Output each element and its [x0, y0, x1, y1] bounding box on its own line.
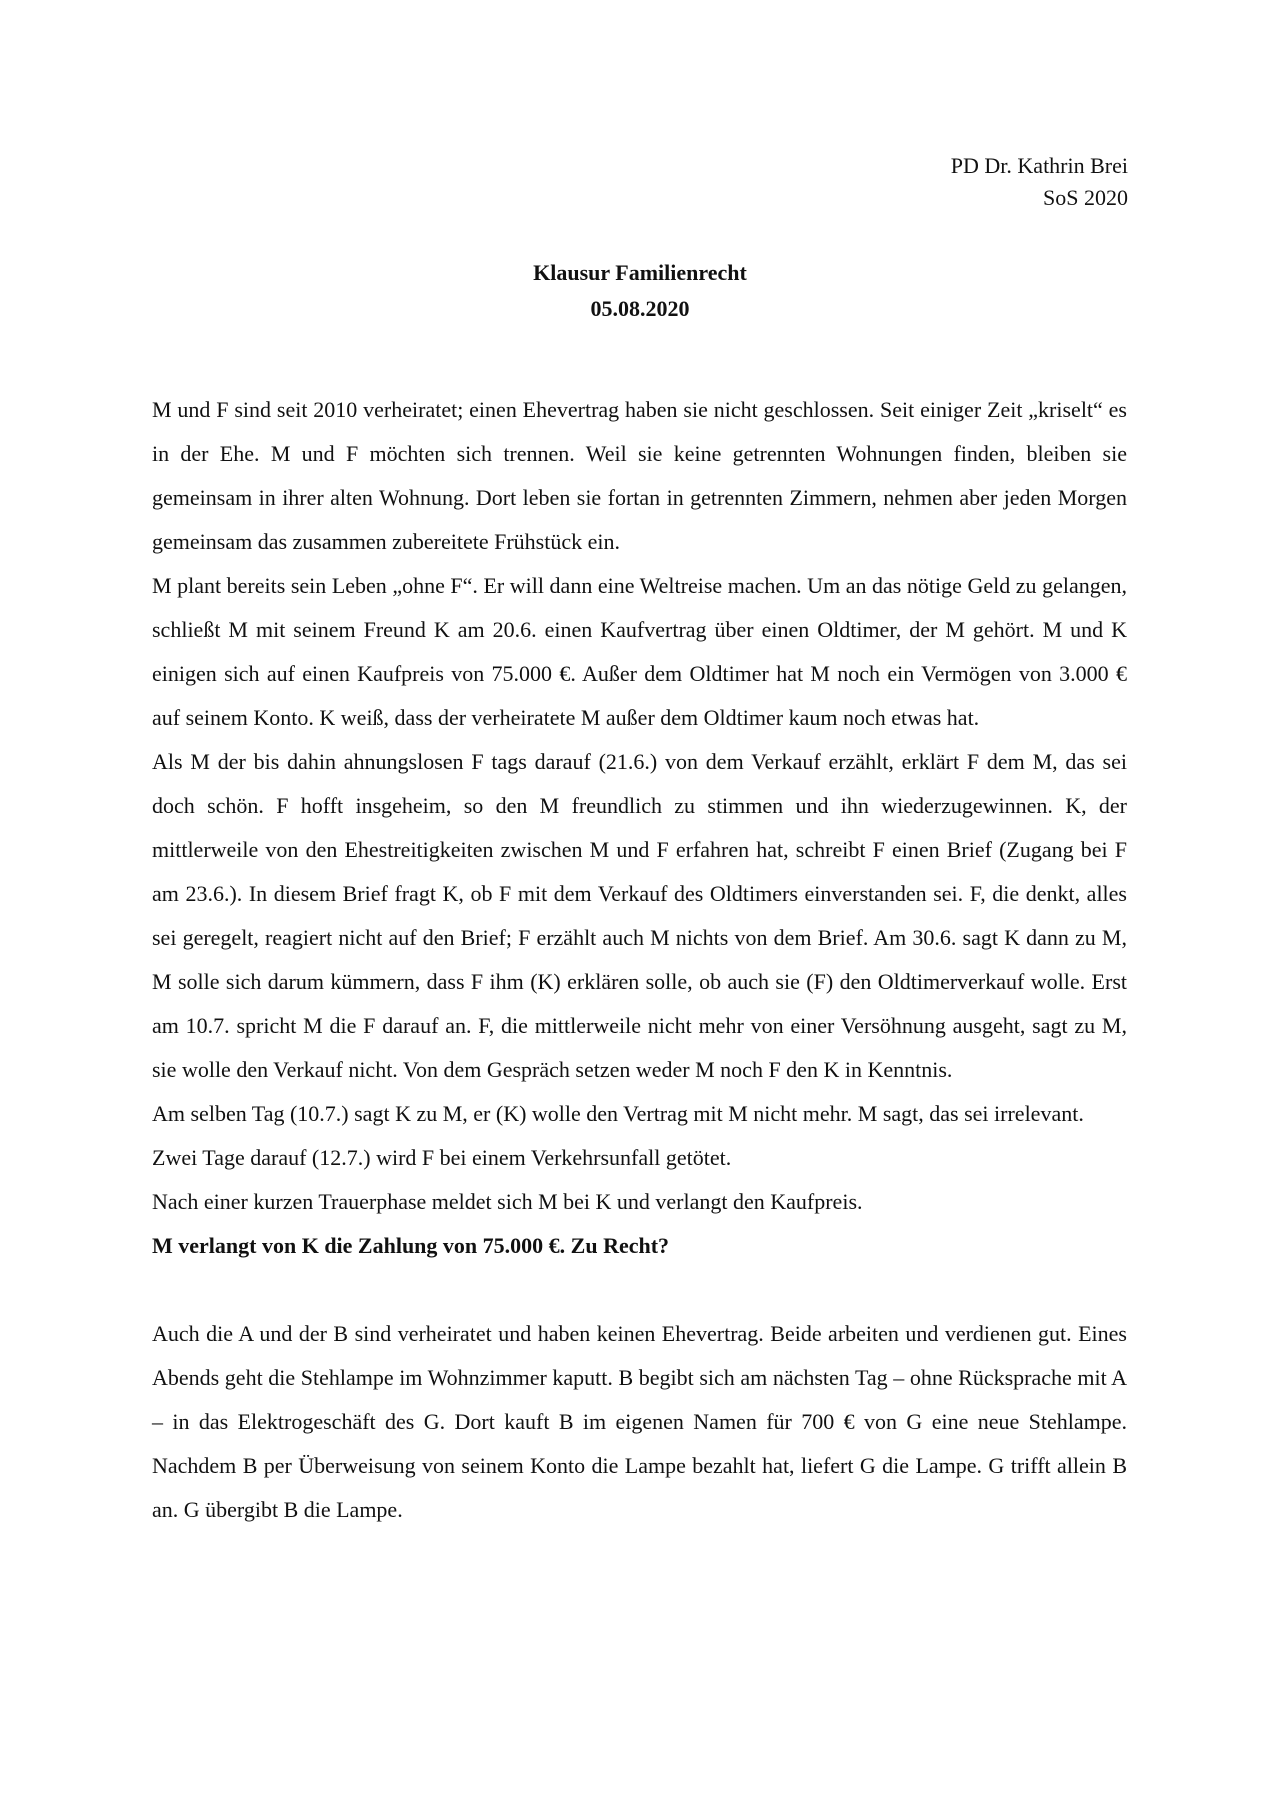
case1-paragraph: Zwei Tage darauf (12.7.) wird F bei einem Verkehrsunfall getötet.: [152, 1145, 732, 1170]
case1-paragraph: Am selben Tag (10.7.) sagt K zu M, er (K) wolle den Vertrag mit M nicht mehr. M sagt, das sei irrelevant.: [152, 1101, 1084, 1126]
document-header: [951, 150, 1128, 214]
case1-paragraph: Als M der bis dahin ahnungslosen F tags darauf (21.6.) von dem Verkauf erzählt, erklärt F dem M, das sei doch schön. F hofft insgeheim, so den M freundlich zu stimmen und ihn wiederzugewinnen. K, der mittlerweile von den Ehestreitigkeiten zwischen M und F erfahren hat, schreibt F einen Brief (Zugang bei F am 23.6.). In diesem Brief fragt K, ob F mit dem Verkauf des Oldtimers einverstanden sei. F, die denkt, alles sei geregelt, reagiert nicht auf den Brief; F erzählt auch M nichts von dem Brief. Am 30.6. sagt K dann zu M, M solle sich darum kümmern, dass F ihm (K) erklären solle, ob auch sie (F) den Oldtimerverkauf wolle. Erst am 10.7. spricht M die F darauf an. F, die mittlerweile nicht mehr von einer Versöhnung ausgeht, sagt zu M, sie wolle den Verkauf nicht. Von dem Gespräch setzen weder M noch F den K in Kenntnis.: [152, 749, 1127, 1082]
case1-paragraph: M und F sind seit 2010 verheiratet; einen Ehevertrag haben sie nicht geschlossen. Seit einiger Zeit „kriselt“ es in der Ehe. M und F möchten sich trennen. Weil sie keine getrennten Wohnungen finden, bleiben sie gemeinsam in ihrer alten Wohnung. Dort leben sie fortan in getrennten Zimmern, nehmen aber jeden Morgen gemeinsam das zusammen zubereitete Frühstück ein.: [152, 397, 1127, 554]
case2-paragraph: Auch die A und der B sind verheiratet und haben keinen Ehevertrag. Beide arbeiten und verdienen gut. Eines Abends geht die Stehlampe im Wohnzimmer kaputt. B begibt sich am nächsten Tag – ohne Rücksprache mit A – in das Elektrogeschäft des G. Dort kauft B im eigenen Namen für 700 € von G eine neue Stehlampe. Nachdem B per Überweisung von seinem Konto die Lampe bezahlt hat, liefert G die Lampe. G trifft allein B an. G übergibt B die Lampe.: [152, 1321, 1127, 1522]
exam-title-text: Klausur Familienrecht: [533, 260, 747, 285]
case1-paragraph: Nach einer kurzen Trauerphase meldet sich M bei K und verlangt den Kaufpreis.: [152, 1189, 863, 1214]
case1-question: M verlangt von K die Zahlung von 75.000 €. Zu Recht?: [152, 1233, 670, 1258]
exam-title: [0, 255, 1280, 327]
document-body: [152, 388, 1127, 1532]
case1-paragraph: M plant bereits sein Leben „ohne F“. Er will dann eine Weltreise machen. Um an das nötige Geld zu gelangen, schließt M mit seinem Freund K am 20.6. einen Kaufvertrag über einen Oldtimer, der M gehört. M und K einigen sich auf einen Kaufpreis von 75.000 €. Außer dem Oldtimer hat M noch ein Vermögen von 3.000 € auf seinem Konto. K weiß, dass der verheiratete M außer dem Oldtimer kaum noch etwas hat.: [152, 573, 1127, 730]
author-name: PD Dr. Kathrin Brei: [950, 153, 1128, 178]
exam-date: 05.08.2020: [590, 296, 690, 321]
semester-label: SoS 2020: [1043, 185, 1128, 210]
